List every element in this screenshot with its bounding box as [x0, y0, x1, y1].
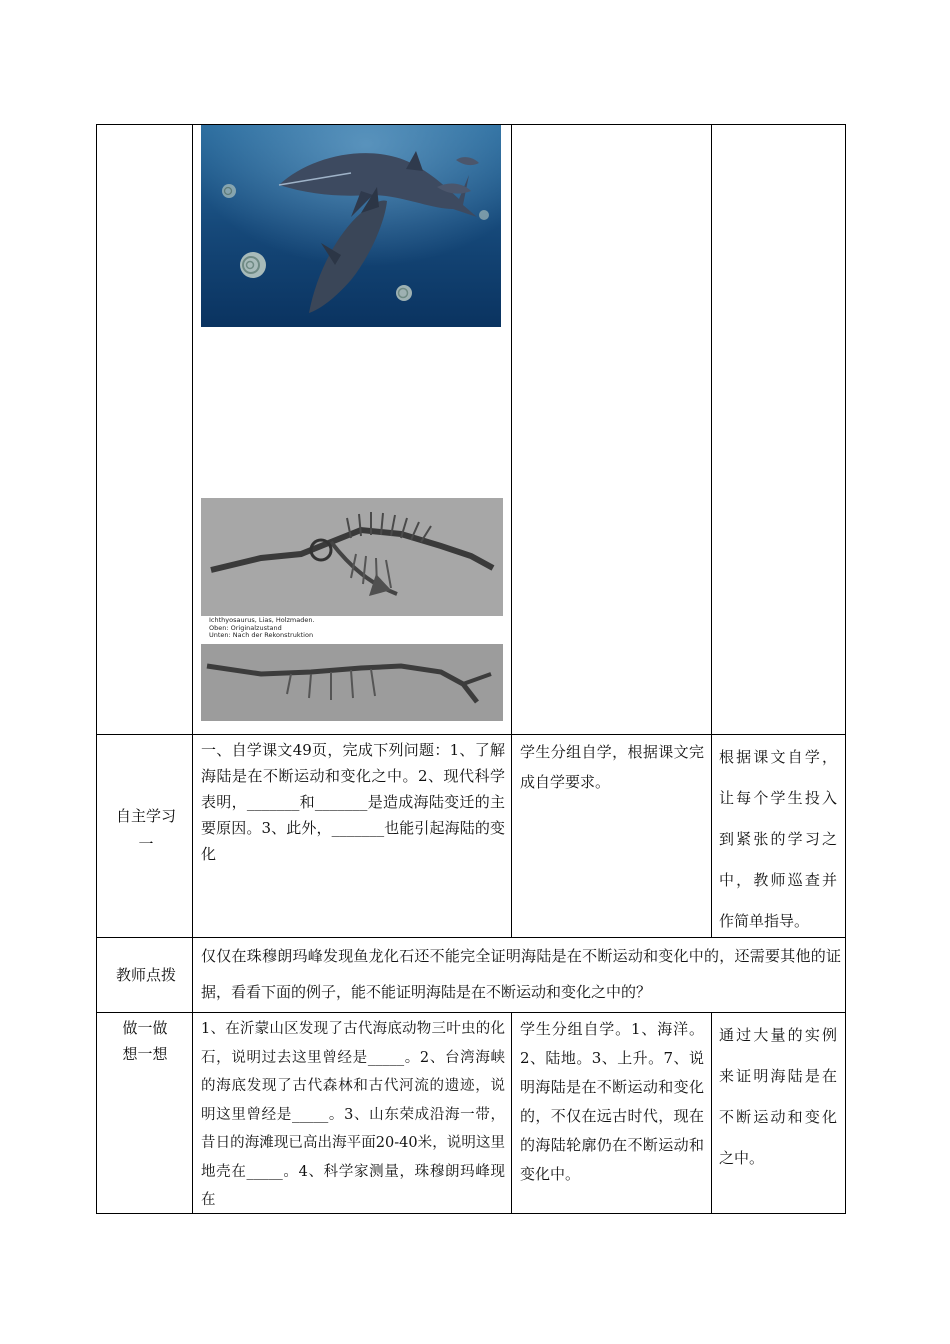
- ammonite-icon: [396, 285, 412, 301]
- ammonite-icon: [222, 184, 236, 198]
- ammonite-icon: [479, 210, 489, 220]
- practice-purpose: 通过大量的实例来证明海陆是在不断运动和变化之中。: [719, 1026, 837, 1167]
- fossil-caption-line: Oben: Originalzustand: [209, 623, 282, 632]
- self-study-content: 一、自学课文49页，完成下列问题：1、了解海陆是在不断运动和变化之中。2、现代科学表明，_______和_______是造成海陆变迁的主要原因。3、此外，_______也能引起海陆的变化: [201, 741, 505, 863]
- column-divider: [511, 1012, 512, 1213]
- practice-student-activity: 学生分组自学。1、海洋。2、陆地。3、上升。7、说明海陆是在不断运动和变化的，不仅在远古时代，现在的海陆轮廓仍在不断运动和变化中。: [520, 1020, 704, 1183]
- ammonite-icon: [240, 252, 266, 278]
- column-divider: [511, 125, 512, 937]
- lesson-table: [96, 124, 846, 1214]
- row-divider: [97, 1012, 845, 1013]
- fossil-caption-line: Unten: Nach der Rekonstruktion: [209, 631, 314, 639]
- practice-content: 1、在沂蒙山区发现了古代海底动物三叶虫的化石，说明过去这里曾经是_____。2、台湾海峡的海底发现了古代森林和古代河流的遗迹，说明这里曾经是_____。3、山东荣成沿海一带，昔日的海滩现已高出海平面20-40米，说明这里地壳在_____。4、科学家测量，珠穆朗玛峰现在: [201, 1021, 505, 1208]
- fossil-caption: [209, 617, 315, 640]
- row-label-practice: 做一做想一想: [122, 1019, 168, 1063]
- row-divider: [97, 734, 845, 735]
- column-divider: [192, 125, 193, 1213]
- column-divider: [711, 1012, 712, 1213]
- fossil-caption-line: Ichthyosaurus, Lias, Holzmaden.: [209, 616, 315, 624]
- self-study-student-activity: 学生分组自学，根据课文完成自学要求。: [520, 743, 704, 791]
- row-label-teacher: 教师点拨: [115, 966, 176, 984]
- row-label-self-study: 自主学习一: [115, 807, 176, 853]
- column-divider: [711, 125, 712, 937]
- ichthyosaur-illustration: [201, 125, 501, 327]
- ichthyosaur-fossil-photo: [201, 498, 503, 721]
- self-study-purpose: 根据课文自学，让每个学生投入到紧张的学习之中，教师巡查并作简单指导。: [719, 748, 837, 930]
- teacher-guidance-content: 仅仅在珠穆朗玛峰发现鱼龙化石还不能完全证明海陆是在不断运动和变化中的，还需要其他的证据，看看下面的例子，能不能证明海陆是在不断运动和变化之中的？: [201, 947, 841, 1001]
